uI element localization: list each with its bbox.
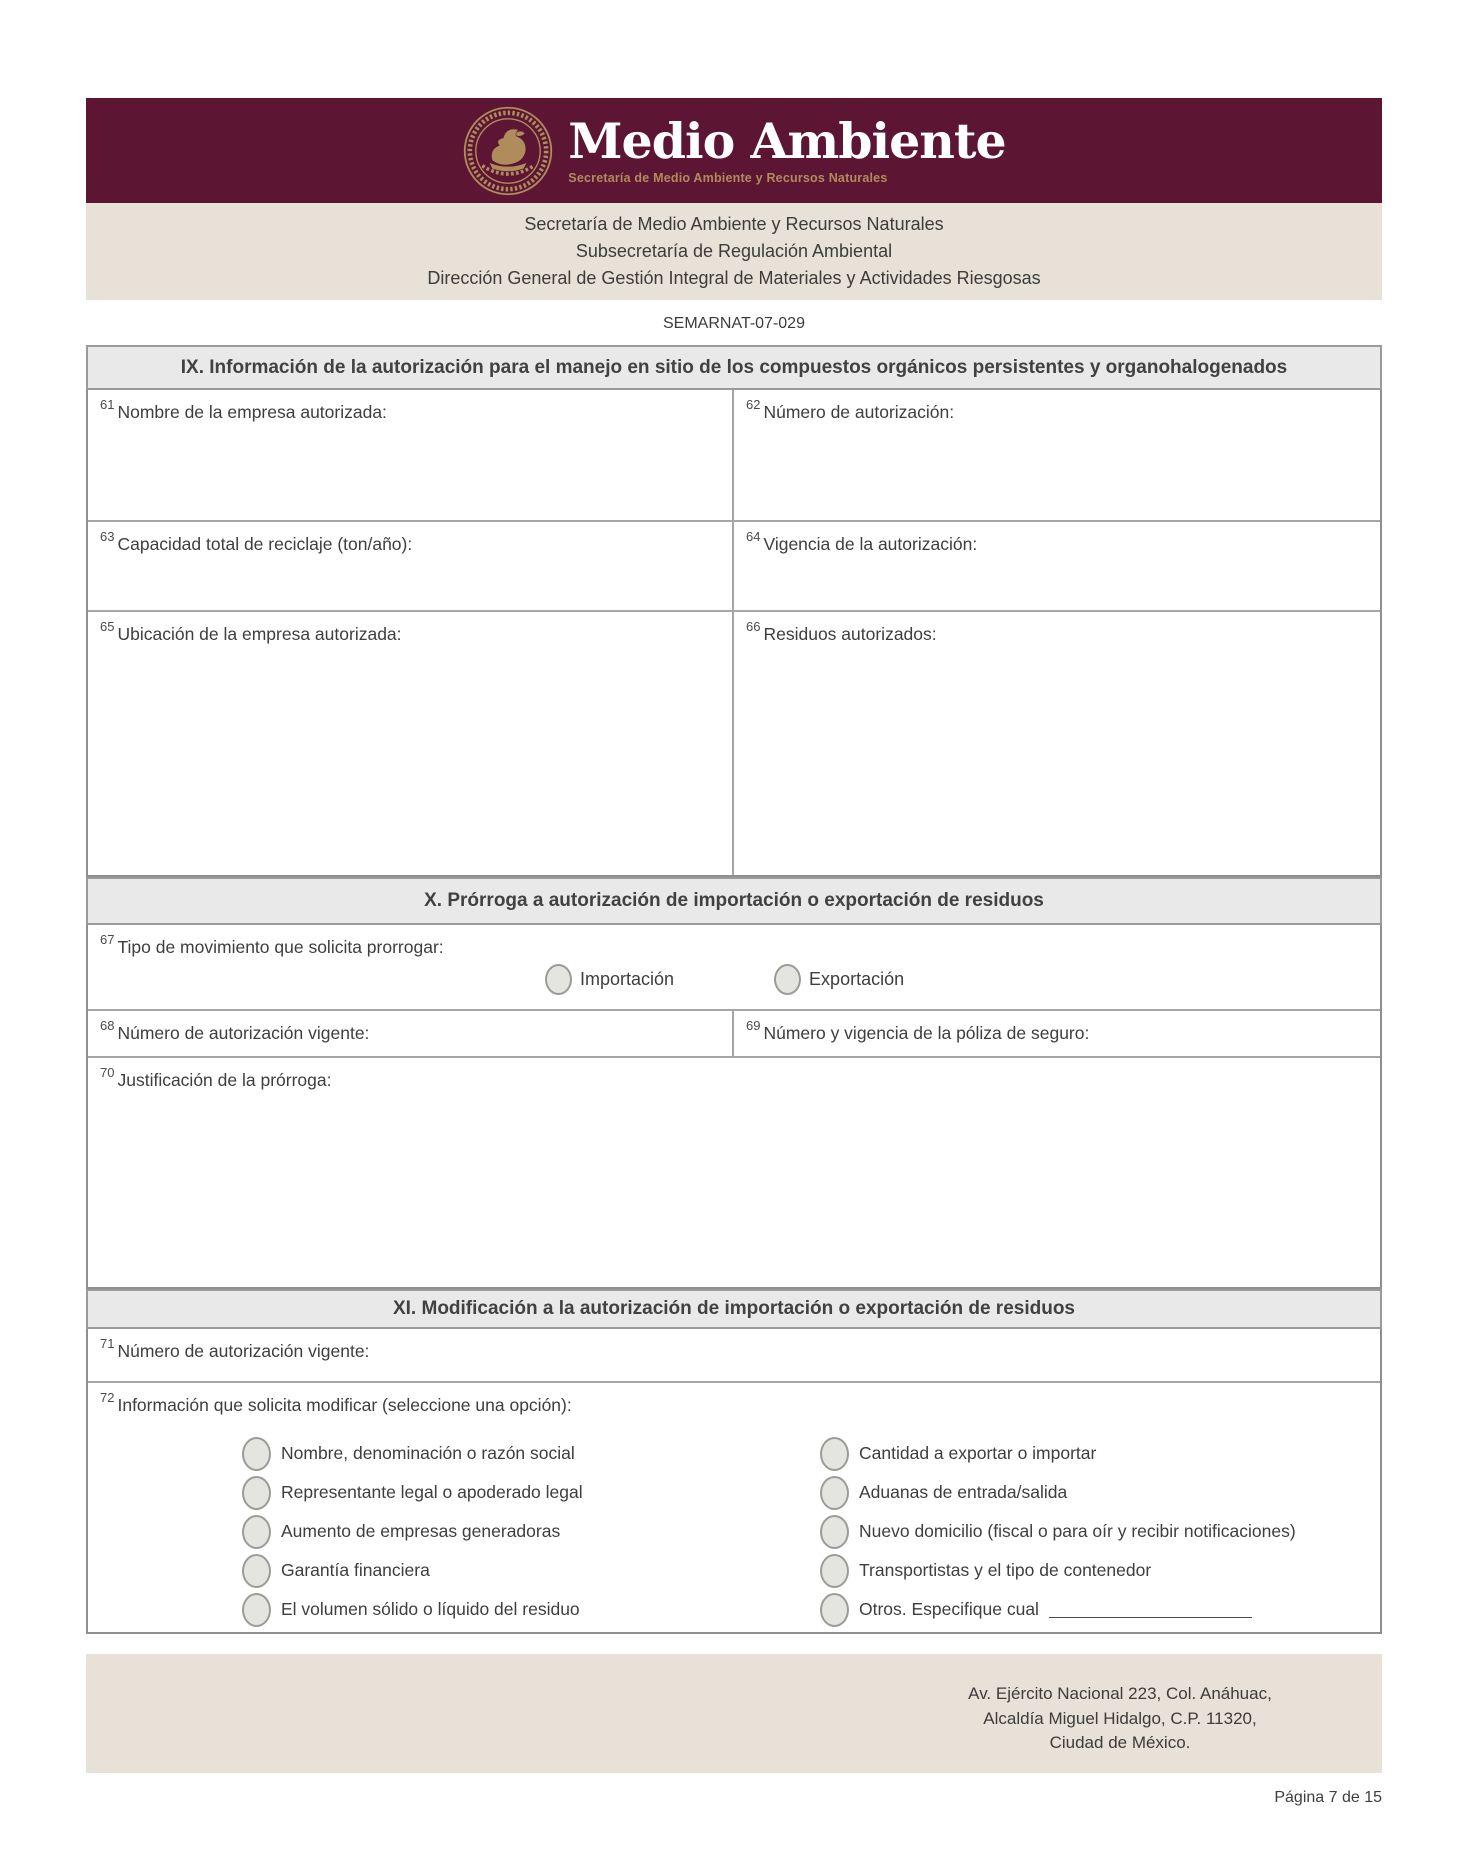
table-row [88,610,1380,875]
section-ix-header [86,345,1382,390]
section-x-header [86,877,1382,925]
radio-option-aduanas[interactable] [820,1477,1368,1508]
field-number: 62 [746,397,761,412]
semarnat-logo [462,105,1005,197]
field-72-informacion-modificar [88,1381,1380,1632]
radio-button-icon[interactable] [242,1554,271,1588]
field-64-vigencia-autorizacion [732,522,1380,610]
radio-label: Exportación [809,969,905,989]
otros-fill-in-line[interactable] [1049,1602,1252,1618]
field-label: Justificación de la prórroga: [117,1070,332,1090]
field-number: 68 [100,1018,115,1033]
field-number: 66 [746,619,761,634]
field-label: Capacidad total de reciclaje (ton/año): [117,534,413,554]
radio-label: Cantidad a exportar o importar [859,1443,1097,1463]
logo-title: Medio Ambiente [568,111,1006,170]
field-71-numero-autorizacion-vigente [88,1329,1380,1381]
field-number: 72 [100,1390,115,1405]
table-row [88,1009,1380,1056]
field-label: Información que solicita modificar (seleccione una opción): [117,1395,572,1415]
table-row [88,520,1380,610]
modification-options-group [242,1438,1368,1625]
radio-option-otros[interactable] [820,1594,1368,1625]
radio-button-icon[interactable] [774,964,801,995]
radio-button-icon[interactable] [242,1437,271,1471]
radio-button-icon[interactable] [820,1554,849,1588]
radio-label: Aumento de empresas generadoras [281,1521,561,1541]
radio-option-cantidad-exportar[interactable] [820,1438,1368,1469]
org-line-1: Secretaría de Medio Ambiente y Recursos Naturales [524,214,944,234]
field-61-nombre-empresa [88,390,732,520]
radio-button-icon[interactable] [242,1476,271,1510]
field-number: 64 [746,529,761,544]
radio-button-icon[interactable] [545,964,572,995]
radio-button-icon[interactable] [820,1476,849,1510]
field-number: 69 [746,1018,761,1033]
radio-option-transportistas[interactable] [820,1555,1368,1586]
radio-option-nombre-razon-social[interactable] [242,1438,820,1469]
field-label: Residuos autorizados: [763,624,937,644]
brand-header [86,98,1382,203]
field-69-poliza-seguro [732,1011,1380,1056]
radio-option-garantia-financiera[interactable] [242,1555,820,1586]
form-page [86,0,1382,1807]
field-label: Número de autorización: [763,402,955,422]
field-label: Número de autorización vigente: [117,1341,370,1361]
address-line-2: Alcaldía Miguel Hidalgo, C.P. 11320, [983,1708,1257,1728]
radio-option-importacion[interactable] [545,964,674,995]
section-ix-title: IX. Información de la autorización para el manejo en sitio de los compuestos orgánicos persistentes y organohalogenados [180,356,1288,378]
radio-option-representante-legal[interactable] [242,1477,820,1508]
section-xi-title: XI. Modificación a la autorización de importación o exportación de residuos [392,1298,1075,1319]
radio-option-aumento-empresas[interactable] [242,1516,820,1547]
radio-label: Nuevo domicilio (fiscal o para oír y recibir notificaciones) [859,1521,1296,1541]
section-x-title: X. Prórroga a autorización de importación o exportación de residuos [424,890,1044,911]
org-line-2: Subsecretaría de Regulación Ambiental [575,241,893,261]
logo-subtitle: Secretaría de Medio Ambiente y Recursos Naturales [568,170,888,185]
section-xi-header [86,1289,1382,1329]
radio-button-icon[interactable] [820,1593,849,1627]
radio-button-icon[interactable] [820,1437,849,1471]
section-xi-table [86,1329,1382,1634]
mexican-national-emblem-icon [462,105,554,197]
field-67-tipo-movimiento [88,925,1380,1009]
org-band [86,203,1382,300]
radio-option-volumen-residuo[interactable] [242,1594,820,1625]
field-number: 71 [100,1336,115,1351]
radio-button-icon[interactable] [820,1515,849,1549]
office-address [885,1682,1355,1756]
field-label: Número de autorización vigente: [117,1023,370,1043]
address-line-3: Ciudad de México. [1049,1733,1191,1752]
address-band [86,1654,1382,1773]
field-label: Ubicación de la empresa autorizada: [117,624,402,644]
field-62-numero-autorizacion [732,390,1380,520]
field-63-capacidad-reciclaje [88,522,732,610]
radio-label: Otros. Especifique cual [859,1599,1039,1619]
field-label: Tipo de movimiento que solicita prorrogar: [117,937,444,957]
field-number: 70 [100,1065,115,1080]
logo-text [568,111,1006,185]
radio-label: Garantía financiera [281,1560,430,1580]
radio-label: Nombre, denominación o razón social [281,1443,575,1463]
radio-button-icon[interactable] [242,1593,271,1627]
movement-radio-group [545,964,1368,995]
page-number: Página 7 de 15 [1274,1789,1382,1806]
org-line-3: Dirección General de Gestión Integral de Materiales y Actividades Riesgosas [427,268,1041,288]
radio-label: Importación [580,969,675,989]
radio-label: El volumen sólido o líquido del residuo [281,1599,580,1619]
radio-button-icon[interactable] [242,1515,271,1549]
field-number: 67 [100,932,115,947]
section-ix-table [86,390,1382,877]
field-label: Vigencia de la autorización: [763,534,978,554]
field-number: 65 [100,619,115,634]
field-label: Número y vigencia de la póliza de seguro: [763,1023,1090,1043]
radio-label: Transportistas y el tipo de contenedor [859,1560,1152,1580]
form-code: SEMARNAT-07-029 [663,315,805,332]
radio-label: Representante legal o apoderado legal [281,1482,583,1502]
field-number: 63 [100,529,115,544]
field-label: Nombre de la empresa autorizada: [117,402,387,422]
field-65-ubicacion-empresa [88,612,732,875]
table-row [88,390,1380,520]
field-68-numero-autorizacion-vigente [88,1011,732,1056]
radio-label: Aduanas de entrada/salida [859,1482,1068,1502]
radio-option-nuevo-domicilio[interactable] [820,1516,1368,1547]
radio-option-exportacion[interactable] [774,964,904,995]
address-line-1: Av. Ejército Nacional 223, Col. Anáhuac, [968,1684,1272,1703]
field-number: 61 [100,397,115,412]
field-66-residuos-autorizados [732,612,1380,875]
section-x-table [86,925,1382,1289]
field-70-justificacion-prorroga [88,1056,1380,1287]
